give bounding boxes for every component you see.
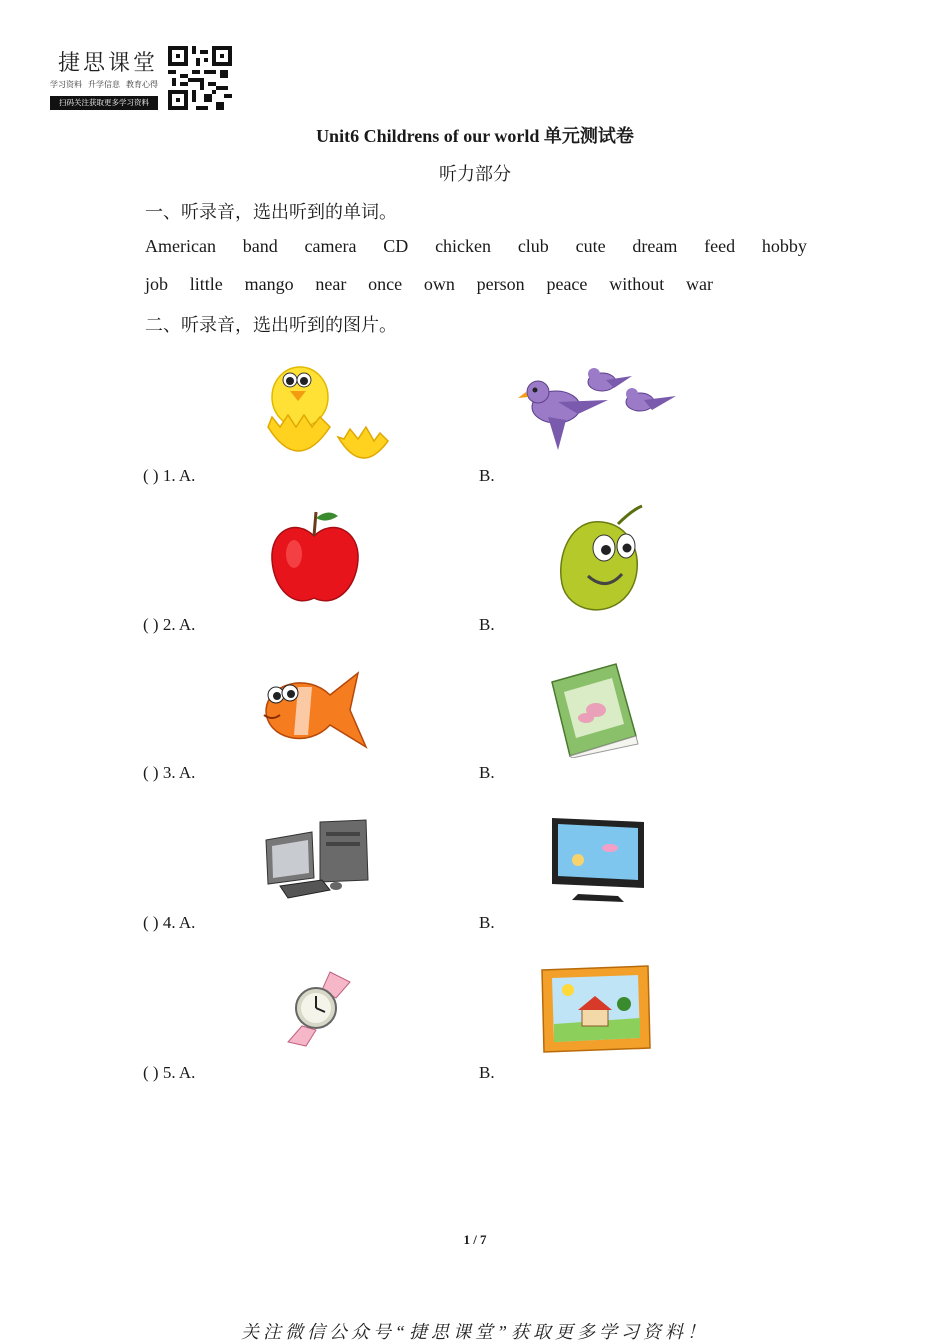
- watch-icon: [280, 968, 356, 1048]
- apple-icon: [266, 508, 364, 610]
- word: cute: [575, 236, 606, 256]
- mango-icon: [552, 504, 646, 620]
- word: feed: [704, 236, 736, 256]
- word: without: [609, 274, 665, 294]
- question-4-label: ( ) 4. A.: [143, 913, 196, 932]
- brand-tags: [50, 79, 158, 90]
- question-5-label: ( ) 5. A.: [143, 1063, 196, 1082]
- chick-icon: [262, 355, 392, 470]
- question-2-label: ( ) 2. A.: [143, 615, 196, 634]
- option-b-label: B.: [479, 615, 495, 634]
- option-b-label: B.: [479, 466, 495, 485]
- computer-icon: [264, 818, 370, 902]
- option-b-label: B.: [479, 763, 495, 782]
- option-b-label: B.: [479, 1063, 495, 1082]
- word: person: [476, 274, 525, 294]
- word-row-1: [145, 236, 807, 257]
- brand-banner: 扫码关注获取更多学习资料: [50, 96, 158, 110]
- section2-heading: 二、听录音，选出听到的图片。: [145, 315, 397, 335]
- word: band: [242, 236, 278, 256]
- word: dream: [632, 236, 678, 256]
- word: peace: [546, 274, 588, 294]
- tv-icon: [548, 814, 648, 904]
- word: chicken: [435, 236, 492, 256]
- section1-heading: 一、听录音，选出听到的单词。: [145, 202, 397, 222]
- qr-code-icon: [168, 46, 232, 110]
- footer-note: 关注微信公众号“捷思课堂”获取更多学习资料！: [240, 1322, 710, 1342]
- question-1-label: ( ) 1. A.: [143, 466, 196, 485]
- word: own: [423, 274, 455, 294]
- word: CD: [383, 236, 409, 256]
- section-subtitle: 听力部分: [439, 164, 511, 184]
- word: war: [686, 274, 713, 294]
- page-number: 1 / 7: [463, 1232, 487, 1247]
- brand-tag: 升学信息: [88, 80, 120, 89]
- word: hobby: [761, 236, 807, 256]
- brand-tag: 学习资料: [50, 80, 82, 89]
- brand-tag: 教育心得: [126, 80, 158, 89]
- option-b-label: B.: [479, 913, 495, 932]
- word-row-2: [145, 274, 713, 295]
- word: American: [145, 236, 216, 256]
- question-3-label: ( ) 3. A.: [143, 763, 196, 782]
- word: club: [517, 236, 549, 256]
- word: once: [368, 274, 403, 294]
- word: job: [145, 274, 169, 294]
- picture-frame-icon: [538, 964, 652, 1054]
- word: camera: [304, 236, 357, 256]
- word: near: [315, 274, 347, 294]
- goldfish-icon: [258, 665, 372, 755]
- book-icon: [546, 662, 640, 758]
- brand-logo: [50, 46, 160, 112]
- birds-icon: [518, 362, 680, 457]
- page-title: Unit6 Childrens of our world 单元测试卷: [316, 126, 634, 146]
- brand-name: 捷思课堂: [58, 51, 159, 76]
- word: little: [189, 274, 223, 294]
- word: mango: [244, 274, 294, 294]
